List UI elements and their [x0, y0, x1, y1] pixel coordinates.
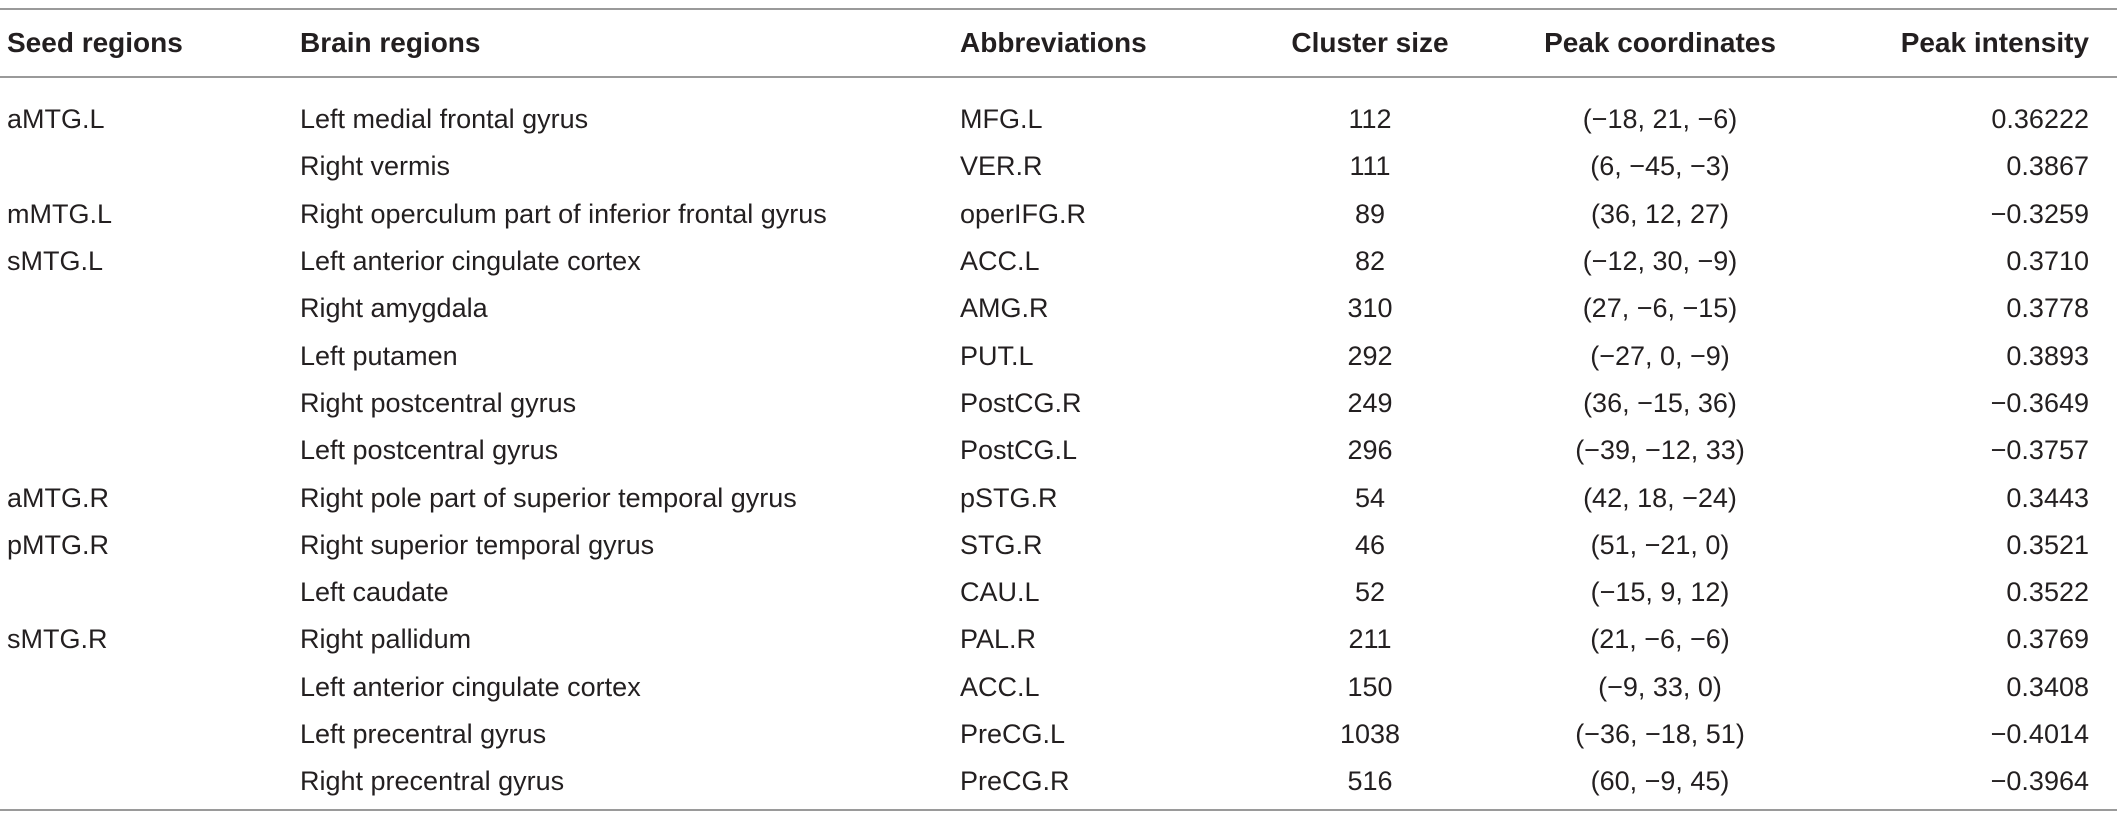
- cell-peak-intensity: −0.3649: [1990, 387, 2089, 418]
- table-row: [0, 143, 2117, 190]
- cell-abbreviation: ACC.L: [960, 246, 1040, 277]
- cell-brain-region: Left medial frontal gyrus: [300, 104, 589, 135]
- cell-abbreviation: ACC.L: [960, 671, 1040, 702]
- cell-peak-intensity: 0.36222: [1991, 104, 2089, 135]
- header-cluster-size: Cluster size: [1291, 27, 1449, 58]
- table-row: [0, 332, 2117, 379]
- cell-cluster-size: 292: [1347, 340, 1393, 371]
- cell-cluster-size: 1038: [1339, 719, 1401, 749]
- cell-cluster-size: 150: [1347, 671, 1393, 702]
- cell-peak-intensity: 0.3893: [2006, 340, 2089, 371]
- table-body: [0, 76, 2117, 805]
- cell-brain-region: Right vermis: [300, 151, 451, 182]
- cell-abbreviation: pSTG.R: [960, 482, 1058, 513]
- cell-seed-region: aMTG.L: [7, 104, 105, 135]
- cell-peak-coordinates: (51, −21, 0): [1590, 529, 1730, 560]
- results-table: [0, 10, 2117, 805]
- cell-seed-region: [0, 664, 300, 711]
- cell-peak-intensity: −0.3259: [1990, 198, 2089, 229]
- cell-brain-region: Left anterior cingulate cortex: [300, 671, 641, 702]
- cell-peak-coordinates: (−27, 0, −9): [1590, 340, 1730, 371]
- cell-abbreviation: STG.R: [960, 529, 1043, 560]
- cell-peak-coordinates: (−15, 9, 12): [1590, 577, 1730, 608]
- cell-brain-region: Right pallidum: [300, 624, 472, 655]
- cell-cluster-size: 211: [1348, 624, 1392, 655]
- cell-seed-region: [0, 427, 300, 474]
- cell-peak-intensity: 0.3778: [2006, 293, 2089, 324]
- cell-cluster-size: 82: [1354, 246, 1386, 277]
- table-row: [0, 76, 2117, 143]
- cell-seed-region: aMTG.R: [7, 482, 110, 513]
- bottom-rule: [0, 809, 2117, 811]
- cell-peak-intensity: 0.3522: [2006, 577, 2089, 608]
- cell-peak-coordinates: (36, −15, 36): [1583, 387, 1737, 418]
- cell-brain-region: Left caudate: [300, 577, 449, 608]
- cell-seed-region: mMTG.L: [7, 198, 112, 229]
- cell-seed-region: [0, 569, 300, 616]
- cell-seed-region: pMTG.R: [7, 529, 110, 560]
- cell-peak-coordinates: (6, −45, −3): [1590, 151, 1730, 182]
- cell-cluster-size: 111: [1349, 151, 1391, 182]
- table-row: [0, 238, 2117, 285]
- cell-seed-region: [0, 143, 300, 190]
- table-row: [0, 285, 2117, 332]
- cell-abbreviation: PAL.R: [960, 624, 1037, 655]
- cell-brain-region: Left putamen: [300, 340, 458, 371]
- cell-peak-coordinates: (−9, 33, 0): [1598, 671, 1722, 702]
- cell-abbreviation: operIFG.R: [960, 198, 1087, 229]
- table-row: [0, 380, 2117, 427]
- cell-brain-region: Left precentral gyrus: [300, 719, 547, 749]
- cell-cluster-size: 516: [1347, 766, 1393, 797]
- cell-seed-region: [0, 758, 300, 805]
- header-peak-intensity: Peak intensity: [1900, 27, 2089, 58]
- cell-brain-region: Right precentral gyrus: [300, 766, 565, 797]
- cell-peak-intensity: 0.3769: [2006, 624, 2089, 655]
- cell-brain-region: Right superior temporal gyrus: [300, 529, 655, 560]
- cell-cluster-size: 310: [1347, 293, 1393, 324]
- cell-abbreviation: VER.R: [960, 151, 1043, 182]
- cell-peak-intensity: −0.3757: [1990, 435, 2089, 466]
- cell-abbreviation: PreCG.L: [960, 719, 1066, 749]
- header-seed-regions: Seed regions: [7, 27, 183, 58]
- cell-peak-coordinates: (42, 18, −24): [1583, 482, 1737, 513]
- cell-cluster-size: 52: [1354, 577, 1386, 608]
- table-row: [0, 569, 2117, 616]
- table-row: [0, 522, 2117, 569]
- cell-brain-region: Right amygdala: [300, 293, 488, 324]
- cell-peak-coordinates: (60, −9, 45): [1590, 766, 1730, 797]
- cell-cluster-size: 112: [1348, 104, 1392, 135]
- cell-peak-intensity: −0.4014: [1990, 719, 2089, 749]
- cell-seed-region: [0, 380, 300, 427]
- table-row: [0, 427, 2117, 474]
- cell-brain-region: Right operculum part of inferior frontal gyrus: [300, 198, 827, 229]
- cell-brain-region: Left postcentral gyrus: [300, 435, 559, 466]
- table-row: [0, 191, 2117, 238]
- cell-cluster-size: 249: [1347, 387, 1393, 418]
- table-row: [0, 711, 2117, 758]
- cell-abbreviation: PUT.L: [960, 340, 1034, 371]
- cell-abbreviation: PostCG.L: [960, 435, 1078, 466]
- cell-cluster-size: 46: [1354, 529, 1386, 560]
- cell-brain-region: Right postcentral gyrus: [300, 387, 577, 418]
- table-row: [0, 474, 2117, 521]
- cell-peak-coordinates: (27, −6, −15): [1582, 293, 1738, 324]
- cell-peak-coordinates: (−39, −12, 33): [1575, 435, 1745, 466]
- cell-peak-intensity: 0.3443: [2006, 482, 2089, 513]
- header-abbreviations: Abbreviations: [960, 27, 1147, 58]
- cell-peak-coordinates: (−18, 21, −6): [1582, 104, 1738, 135]
- cell-peak-coordinates: (21, −6, −6): [1590, 624, 1730, 655]
- cell-brain-region: Right pole part of superior temporal gyrus: [300, 482, 797, 513]
- header-peak-coordinates: Peak coordinates: [1544, 27, 1776, 58]
- cell-seed-region: [0, 711, 300, 758]
- cell-peak-intensity: 0.3867: [2006, 151, 2089, 182]
- cell-peak-intensity: 0.3710: [2006, 246, 2089, 277]
- cell-seed-region: [0, 285, 300, 332]
- cell-peak-intensity: −0.3964: [1990, 766, 2089, 797]
- cell-cluster-size: 89: [1354, 198, 1386, 229]
- cell-cluster-size: 54: [1354, 482, 1386, 513]
- cell-abbreviation: PostCG.R: [960, 387, 1082, 418]
- cell-seed-region: sMTG.L: [7, 246, 104, 277]
- cell-peak-intensity: 0.3408: [2006, 671, 2089, 702]
- table-header-row: [0, 10, 2117, 76]
- table-row: [0, 616, 2117, 663]
- table-row: [0, 664, 2117, 711]
- cell-cluster-size: 296: [1347, 435, 1393, 466]
- cell-peak-intensity: 0.3521: [2006, 529, 2089, 560]
- header-brain-regions: Brain regions: [300, 27, 481, 58]
- cell-peak-coordinates: (−12, 30, −9): [1582, 246, 1738, 277]
- cell-seed-region: [0, 332, 300, 379]
- cell-peak-coordinates: (36, 12, 27): [1590, 198, 1730, 229]
- cell-peak-coordinates: (−36, −18, 51): [1575, 719, 1745, 749]
- cell-abbreviation: PreCG.R: [960, 766, 1070, 797]
- cell-abbreviation: AMG.R: [960, 293, 1049, 324]
- cell-brain-region: Left anterior cingulate cortex: [300, 246, 641, 277]
- cell-abbreviation: CAU.L: [960, 577, 1040, 608]
- cell-abbreviation: MFG.L: [960, 104, 1043, 135]
- cell-seed-region: sMTG.R: [7, 624, 108, 655]
- table-row: [0, 758, 2117, 805]
